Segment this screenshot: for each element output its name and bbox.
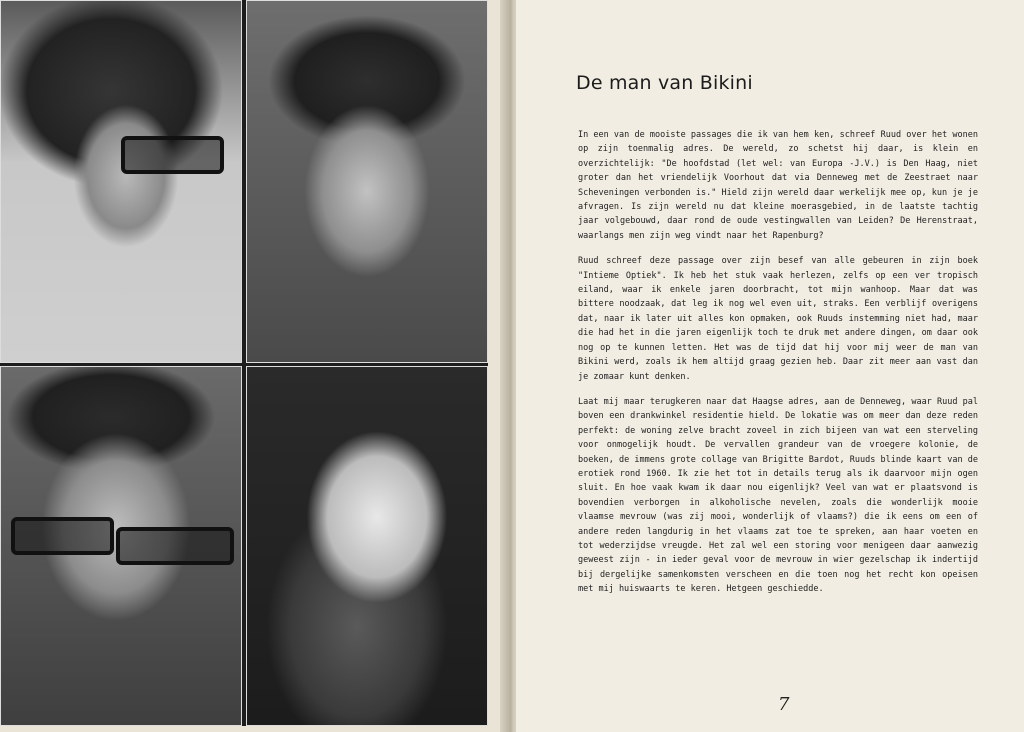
paragraph: Laat mij maar terugkeren naar dat Haagse adres, aan de Denneweg, waar Ruud pal boven een drankwinkel residentie hield. De lokatie was om meer dan deze reden perfekt: de woning zelve bracht zoveel in zich bijeen van wat een sterveling voor onmogelijk houdt. De vervallen grandeur van de vroegere kolonie, de boeken, de immens grote collage van Brigitte Bardot, Ruuds blinde kaart van de erotiek rond 1960. Ik zie het tot in details terug als ik daarvoor mijn ogen sluit. En hoe vaak kwam ik daar nou eigenlijk? Veel van wat er plaatsvond is bovendien verborgen in alkoholische nevelen, zoals die wonderlijk mooie vlaamse mevrouw (was zij mooi, wonderlijk of vlaams?) die ik eens om een of andere reden langdurig in het vlaams zat toe te spreken, aan haar voeten en tot wederzijdse vreugde. Het zal wel een storing voor menigeen daar aanwezig geweest zijn - in ieder geval voor de mevrouw in wier gezelschap ik indertijd bij dergelijke samenkomsten verscheen en die toen nog het recht kon opeisen met mij huiswaarts te keren. Hetgeen geschiedde. bbox=[578, 396, 978, 595]
glasses-shape bbox=[116, 527, 234, 565]
page-number: 7 bbox=[778, 694, 790, 715]
photo-collage bbox=[0, 0, 488, 726]
portrait-photo bbox=[0, 0, 242, 363]
paragraph: In een van de mooiste passages die ik van hem ken, schreef Ruud over het wonen op zijn toenmalig adres. De wereld, zo schetst hij daar, is klein en overzichtelijk: "De hoofdstad (let wel: van Europa -J.V.) is Den Haag, niet groter dan het vriendelijk Voorhout dat via Denneweg met de Zeestraet naar Scheveningen verbonden is." Hield zijn wereld daar werkelijk mee op, kun je je afvragen. Is zijn wereld nu dat kleine moerasgebied, in de laatste tachtig jaar volgebouwd, daar rond de oude vestingwallen van Leiden? De Herenstraat, waarlangs men zijn weg vindt naar het Rapenburg? bbox=[578, 130, 978, 241]
portrait-photo bbox=[246, 366, 488, 726]
article-body bbox=[578, 128, 978, 608]
portrait-photo bbox=[0, 366, 242, 726]
paragraph: Ruud schreef deze passage over zijn besef van alle gebeuren in zijn boek "Intieme Optiek". Ik heb het stuk vaak herlezen, zelfs op een ver tropisch eiland, waar ik enkele jaren doorbracht, tot mijn wanhoop. Maar dat was bittere noodzaak, dat leg ik nog wel even uit, straks. Een verblijf overigens dat, naar ik later uit alles kon opmaken, ook Ruuds instemming niet had, maar die had het in die jaren eigenlijk toch te druk met andere dingen, om daar ook nog op te kunnen letten. Het was de tijd dat hij voor mij weer de man van Bikini werd, zoals ik hem altijd graag gezien heb. Daar zit meer aan vast dan je zomaar kunt denken. bbox=[578, 256, 978, 382]
right-page bbox=[516, 0, 1024, 732]
glasses-shape bbox=[11, 517, 114, 555]
left-page bbox=[0, 0, 508, 732]
glasses-shape bbox=[121, 136, 224, 174]
page-title: De man van Bikini bbox=[576, 72, 753, 94]
portrait-photo bbox=[246, 0, 488, 363]
